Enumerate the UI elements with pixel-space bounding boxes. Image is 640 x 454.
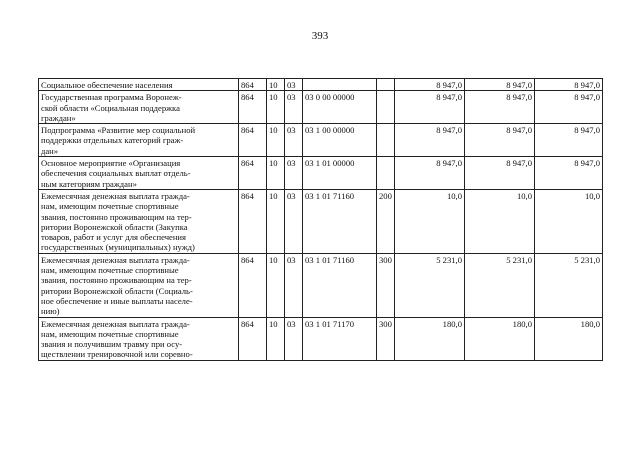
table-row: [39, 79, 603, 91]
amount-year-3-cell: 8 947,0: [535, 79, 603, 91]
row-name-line: ской области «Социальная поддержка: [41, 102, 180, 113]
row-name-line: ное обеспечение и иные выплаты населе-: [41, 295, 193, 306]
row-name-line: граждан»: [41, 112, 76, 123]
row-name-line: Государственная программа Воронеж-: [41, 92, 182, 103]
amount-year-1-cell: 8 947,0: [395, 124, 465, 157]
row-name-line: Ежемесячная денежная выплата гражда-: [41, 318, 190, 329]
row-name-line: ритории Воронежской области (Социаль-: [41, 285, 193, 296]
amount-year-3-cell: 10,0: [535, 189, 603, 253]
row-name-line: Основное мероприятие «Организация: [41, 158, 181, 169]
budget-table: [38, 78, 603, 361]
expense-type-cell: 300: [377, 253, 395, 317]
target-article-cell: 03 1 00 00000: [303, 124, 377, 157]
table-row: [39, 253, 603, 317]
section-code-cell: 10: [267, 317, 285, 360]
row-name-cell: [39, 253, 239, 317]
expense-type-cell: [377, 79, 395, 91]
amount-year-2-cell: 8 947,0: [465, 124, 535, 157]
row-name-line: нам, имеющим почетные спортивные: [41, 328, 179, 339]
target-article-cell: 03 1 01 71160: [303, 253, 377, 317]
amount-year-2-cell: 8 947,0: [465, 79, 535, 91]
row-name-line: государственных (муниципальных) нужд): [41, 242, 195, 253]
section-code-cell: 10: [267, 253, 285, 317]
department-code-cell: 864: [239, 157, 267, 190]
section-code-cell: 10: [267, 189, 285, 253]
section-code-cell: 10: [267, 124, 285, 157]
amount-year-2-cell: 10,0: [465, 189, 535, 253]
row-name-cell: [39, 124, 239, 157]
amount-year-2-cell: 5 231,0: [465, 253, 535, 317]
row-name-line: звания, постоянно проживающим на тер-: [41, 275, 192, 286]
target-article-cell: 03 0 00 00000: [303, 91, 377, 124]
row-name-cell: [39, 79, 239, 91]
table-row: [39, 189, 603, 253]
department-code-cell: 864: [239, 91, 267, 124]
row-name-line: звания, постоянно проживающим на тер-: [41, 211, 192, 222]
table-row: [39, 91, 603, 124]
target-article-cell: 03 1 01 00000: [303, 157, 377, 190]
table-row: [39, 124, 603, 157]
row-name-line: Ежемесячная денежная выплата гражда-: [41, 190, 190, 201]
subsection-code-cell: 03: [285, 253, 303, 317]
row-name-cell: [39, 157, 239, 190]
amount-year-1-cell: 5 231,0: [395, 253, 465, 317]
expense-type-cell: [377, 124, 395, 157]
amount-year-3-cell: 180,0: [535, 317, 603, 360]
department-code-cell: 864: [239, 79, 267, 91]
row-name-line: нам, имеющим почетные спортивные: [41, 201, 179, 212]
target-article-cell: 03 1 01 71170: [303, 317, 377, 360]
amount-year-1-cell: 8 947,0: [395, 79, 465, 91]
expense-type-cell: 300: [377, 317, 395, 360]
expense-type-cell: [377, 157, 395, 190]
row-name-cell: [39, 189, 239, 253]
amount-year-3-cell: 8 947,0: [535, 124, 603, 157]
row-name-line: звания и получившим травму при осу-: [41, 339, 183, 350]
row-name-line: дан»: [41, 145, 59, 156]
amount-year-3-cell: 5 231,0: [535, 253, 603, 317]
row-name-line: поддержки отдельных категорий граж-: [41, 135, 184, 146]
section-code-cell: 10: [267, 91, 285, 124]
amount-year-2-cell: 180,0: [465, 317, 535, 360]
target-article-cell: [303, 79, 377, 91]
row-name-line: ным категориям граждан»: [41, 178, 137, 189]
amount-year-1-cell: 10,0: [395, 189, 465, 253]
amount-year-3-cell: 8 947,0: [535, 91, 603, 124]
department-code-cell: 864: [239, 253, 267, 317]
page-number: 393: [311, 30, 329, 42]
section-code-cell: 10: [267, 79, 285, 91]
amount-year-2-cell: 8 947,0: [465, 157, 535, 190]
row-name-line: ритории Воронежской области (Закупка: [41, 221, 188, 232]
row-name-line: Ежемесячная денежная выплата гражда-: [41, 254, 190, 265]
row-name-cell: [39, 317, 239, 360]
amount-year-3-cell: 8 947,0: [535, 157, 603, 190]
subsection-code-cell: 03: [285, 91, 303, 124]
row-name-line: обеспечения социальных выплат отдель-: [41, 168, 191, 179]
amount-year-2-cell: 8 947,0: [465, 91, 535, 124]
row-name-line: нам, имеющим почетные спортивные: [41, 265, 179, 276]
table-body: [39, 79, 603, 361]
row-name-cell: [39, 91, 239, 124]
section-code-cell: 10: [267, 157, 285, 190]
row-name-line: ществлении тренировочной или соревно-: [41, 349, 193, 360]
subsection-code-cell: 03: [285, 79, 303, 91]
subsection-code-cell: 03: [285, 317, 303, 360]
subsection-code-cell: 03: [285, 157, 303, 190]
expense-type-cell: 200: [377, 189, 395, 253]
row-name-line: нию): [41, 306, 60, 317]
department-code-cell: 864: [239, 124, 267, 157]
row-name-line: Социальное обеспечение населения: [41, 80, 173, 90]
table-row: [39, 157, 603, 190]
amount-year-1-cell: 8 947,0: [395, 157, 465, 190]
amount-year-1-cell: 8 947,0: [395, 91, 465, 124]
department-code-cell: 864: [239, 189, 267, 253]
row-name-line: Подпрограмма «Развитие мер социальной: [41, 125, 196, 136]
target-article-cell: 03 1 01 71160: [303, 189, 377, 253]
expense-type-cell: [377, 91, 395, 124]
amount-year-1-cell: 180,0: [395, 317, 465, 360]
department-code-cell: 864: [239, 317, 267, 360]
table-row: [39, 317, 603, 360]
subsection-code-cell: 03: [285, 124, 303, 157]
row-name-line: товаров, работ и услуг для обеспечения: [41, 232, 186, 243]
subsection-code-cell: 03: [285, 189, 303, 253]
